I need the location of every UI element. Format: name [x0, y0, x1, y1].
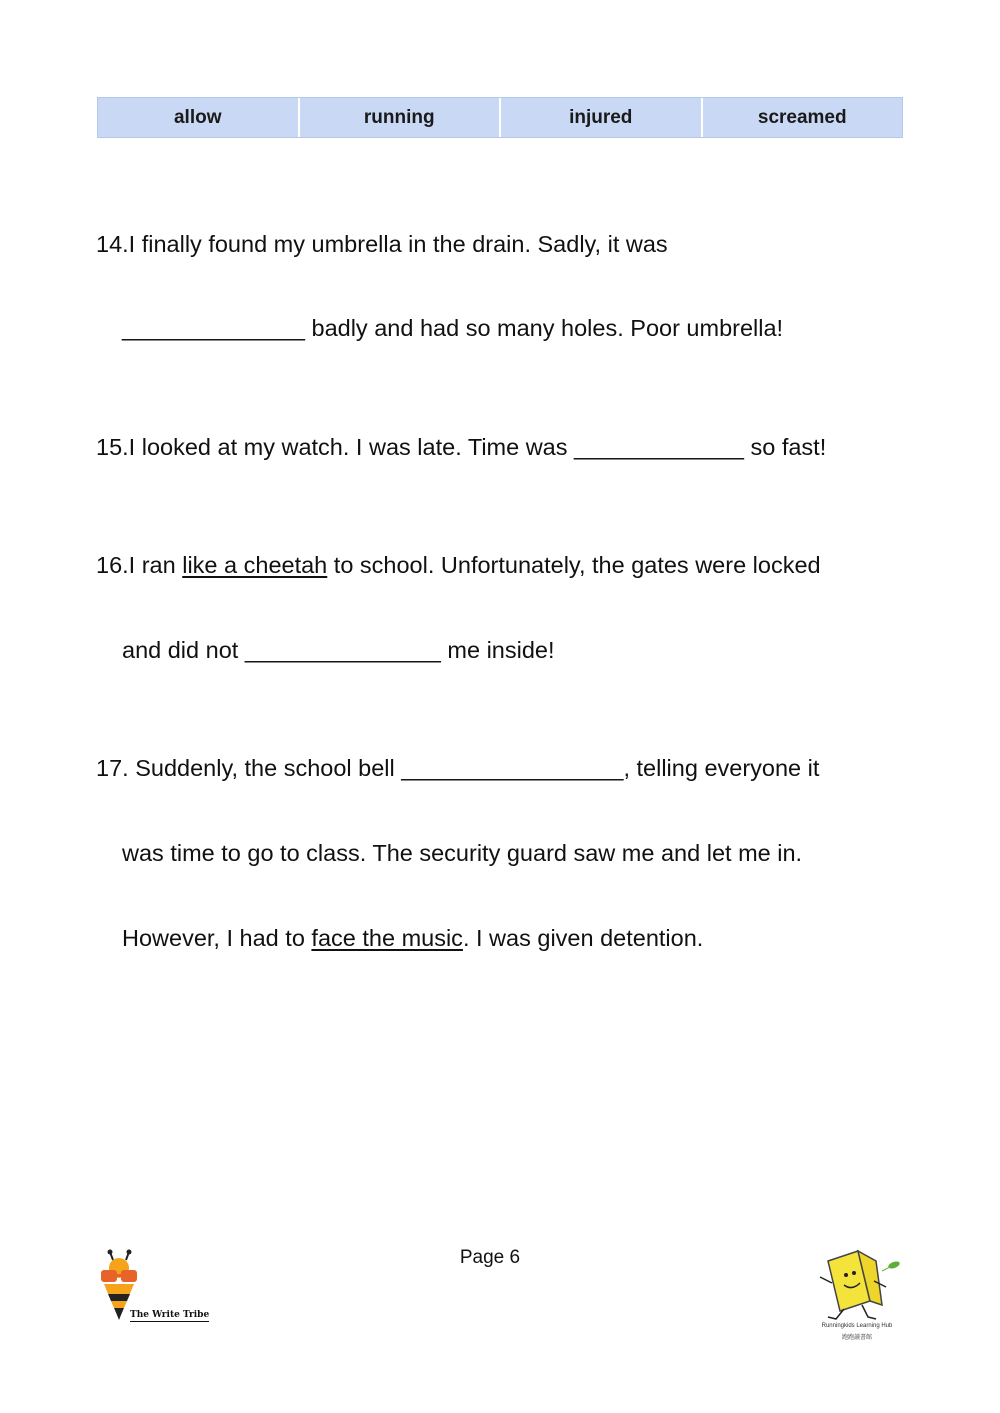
question-15-line-1: 15.I looked at my watch. I was late. Time was _____________ so fast!: [96, 434, 827, 460]
left-logo-text: The Write Tribe: [130, 1310, 210, 1320]
question-17-line-2: was time to go to class. The security guard saw me and let me in.: [122, 840, 803, 866]
idiom-underlined: face the music: [311, 925, 463, 951]
right-logo-subtext: 跑跑讀書館: [841, 1335, 872, 1341]
word-bank-cell: screamed: [757, 106, 847, 128]
question-16-line-2: and did not _______________ me inside!: [122, 637, 555, 663]
word-bank-cell: running: [300, 98, 502, 137]
question-16-text: to school. Unfortunately, the gates were locked: [327, 552, 821, 578]
question-17-text: However, I had to: [122, 925, 312, 951]
question-17-text: . I was given detention.: [462, 925, 704, 951]
right-logo-text: Runningkids Learning Hub: [821, 1323, 893, 1329]
question-14-line-1: 14.I finally found my umbrella in the drain. Sadly, it was: [96, 231, 668, 257]
question-14-line-2: ______________ badly and had so many holes. Poor umbrella!: [122, 315, 784, 341]
simile-underlined: like a cheetah: [182, 552, 328, 578]
word-bank-table: [97, 97, 903, 138]
word-bank-cell: injured: [501, 98, 703, 137]
word-bank-cell: allow: [98, 98, 300, 137]
page-number: Page 6: [459, 1247, 521, 1268]
running-book-logo-icon: [810, 1243, 905, 1328]
question-16-text: 16.I ran: [96, 552, 183, 578]
question-16-line-1: [96, 552, 821, 579]
question-17-line-3: [122, 925, 703, 952]
question-17-line-1: 17. Suddenly, the school bell _________________, telling everyone it: [96, 755, 820, 781]
